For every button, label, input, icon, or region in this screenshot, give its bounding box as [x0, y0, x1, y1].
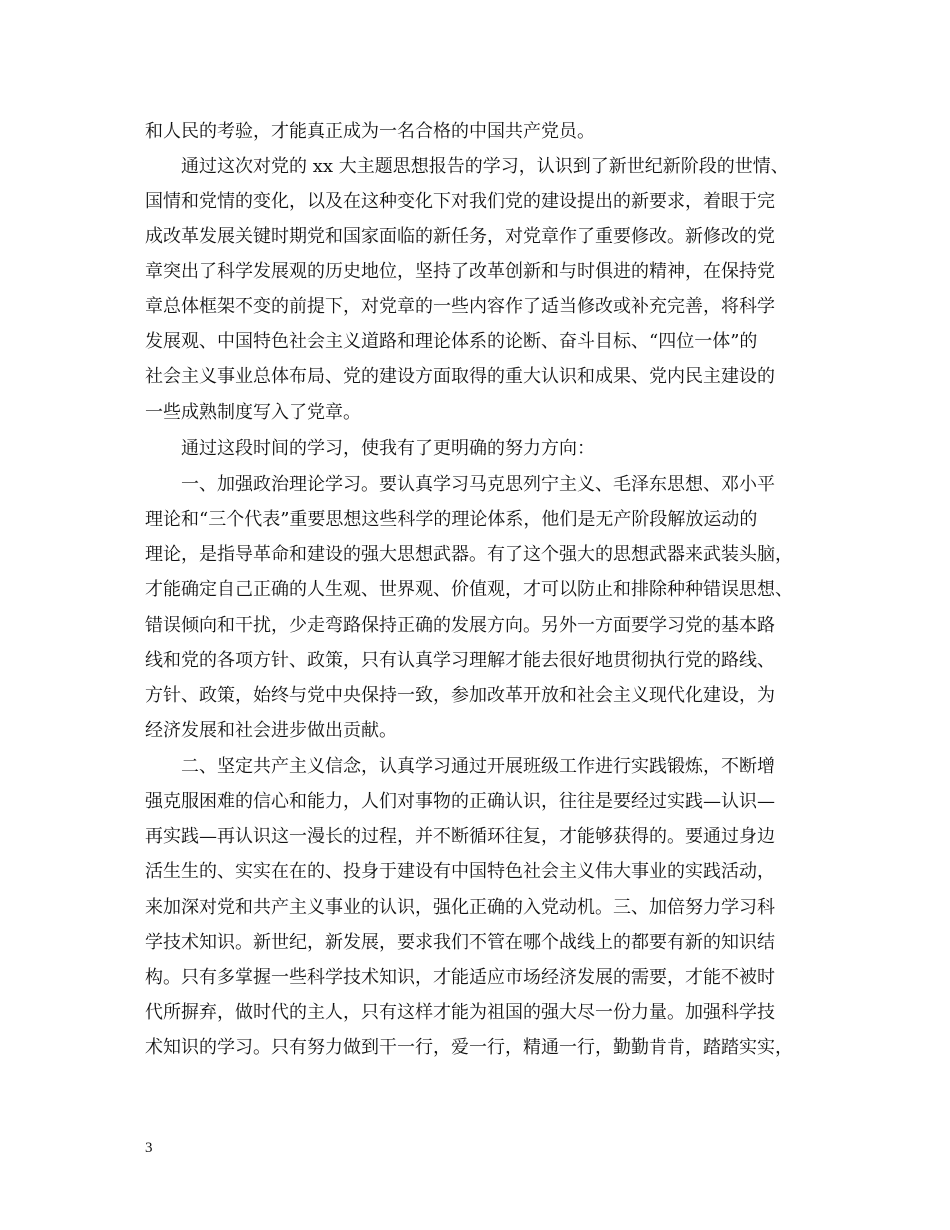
text-line: 方针、政策，始终与党中央保持一致，参加改革开放和社会主义现代化建设，为 [145, 685, 775, 706]
text-line: 章总体框架不变的前提下，对党章的一些内容作了适当修改或补充完善，将科学 [145, 296, 775, 317]
text-line: 一些成熟制度写入了党章。 [145, 402, 361, 423]
text-line: 理论和“三个代表”重要思想这些科学的理论体系，他们是无产阶段解放运动的 [145, 509, 758, 530]
text-line: 构。只有多掌握一些科学技术知识，才能适应市场经济发展的需要，才能不被时 [145, 967, 775, 988]
text-line: 错误倾向和干扰，少走弯路保持正确的发展方向。另外一方面要学习党的基本路 [145, 615, 775, 636]
text-line: 活生生的、实实在在的、投身于建设有中国特色社会主义伟大事业的实践活动， [145, 861, 775, 882]
text-line: 学技术知识。新世纪，新发展，要求我们不管在哪个战线上的都要有新的知识结 [145, 932, 775, 953]
text-line: 国情和党情的变化，以及在这种变化下对我们党的建设提出的新要求，着眼于完 [145, 191, 775, 212]
text-line: 章突出了科学发展观的历史地位，坚持了改革创新和与时俱进的精神，在保持党 [145, 261, 775, 282]
text-line: 术知识的学习。只有努力做到干一行，爱一行，精通一行，勤勤肯肯，踏踏实实， [145, 1037, 793, 1058]
paragraph-first-line: 通过这段时间的学习，使我有了更明确的努力方向： [181, 438, 595, 459]
text-line: 社会主义事业总体布局、党的建设方面取得的重大认识和成果、党内民主建设的 [145, 366, 775, 387]
text-line: 才能确定自己正确的人生观、世界观、价值观，才可以防止和排除种种错误思想、 [145, 579, 793, 600]
text-line: 成改革发展关键时期党和国家面临的新任务，对党章作了重要修改。新修改的党 [145, 226, 775, 247]
paragraph-first-line: 一、加强政治理论学习。要认真学习马克思列宁主义、毛泽东思想、邓小平 [181, 474, 775, 495]
text-line: 强克服困难的信心和能力，人们对事物的正确认识，往往是要经过实践—认识— [145, 791, 775, 812]
paragraph-first-line: 二、坚定共产主义信念，认真学习通过开展班级工作进行实践锻炼，不断增 [181, 756, 775, 777]
text-line: 和人民的考验，才能真正成为一名合格的中国共产党员。 [145, 121, 595, 142]
text-line: 经济发展和社会进步做出贡献。 [145, 720, 397, 741]
paragraph-first-line: 通过这次对党的 xx 大主题思想报告的学习，认识到了新世纪新阶段的世情、 [181, 156, 789, 177]
text-line: 代所摒弃，做时代的主人，只有这样才能为祖国的强大尽一份力量。加强科学技 [145, 1002, 775, 1023]
page-number: 3 [145, 1140, 153, 1156]
text-line: 再实践—再认识这一漫长的过程，并不断循环往复，才能够获得的。要通过身边 [145, 826, 775, 847]
text-line: 理论，是指导革命和建设的强大思想武器。有了这个强大的思想武器来武装头脑， [145, 544, 793, 565]
text-line: 线和党的各项方针、政策，只有认真学习理解才能去很好地贯彻执行党的路线、 [145, 650, 775, 671]
text-line: 来加深对党和共产主义事业的认识，强化正确的入党动机。三、加倍努力学习科 [145, 897, 775, 918]
text-line: 发展观、中国特色社会主义道路和理论体系的论断、奋斗目标、“四位一体”的 [145, 331, 758, 352]
